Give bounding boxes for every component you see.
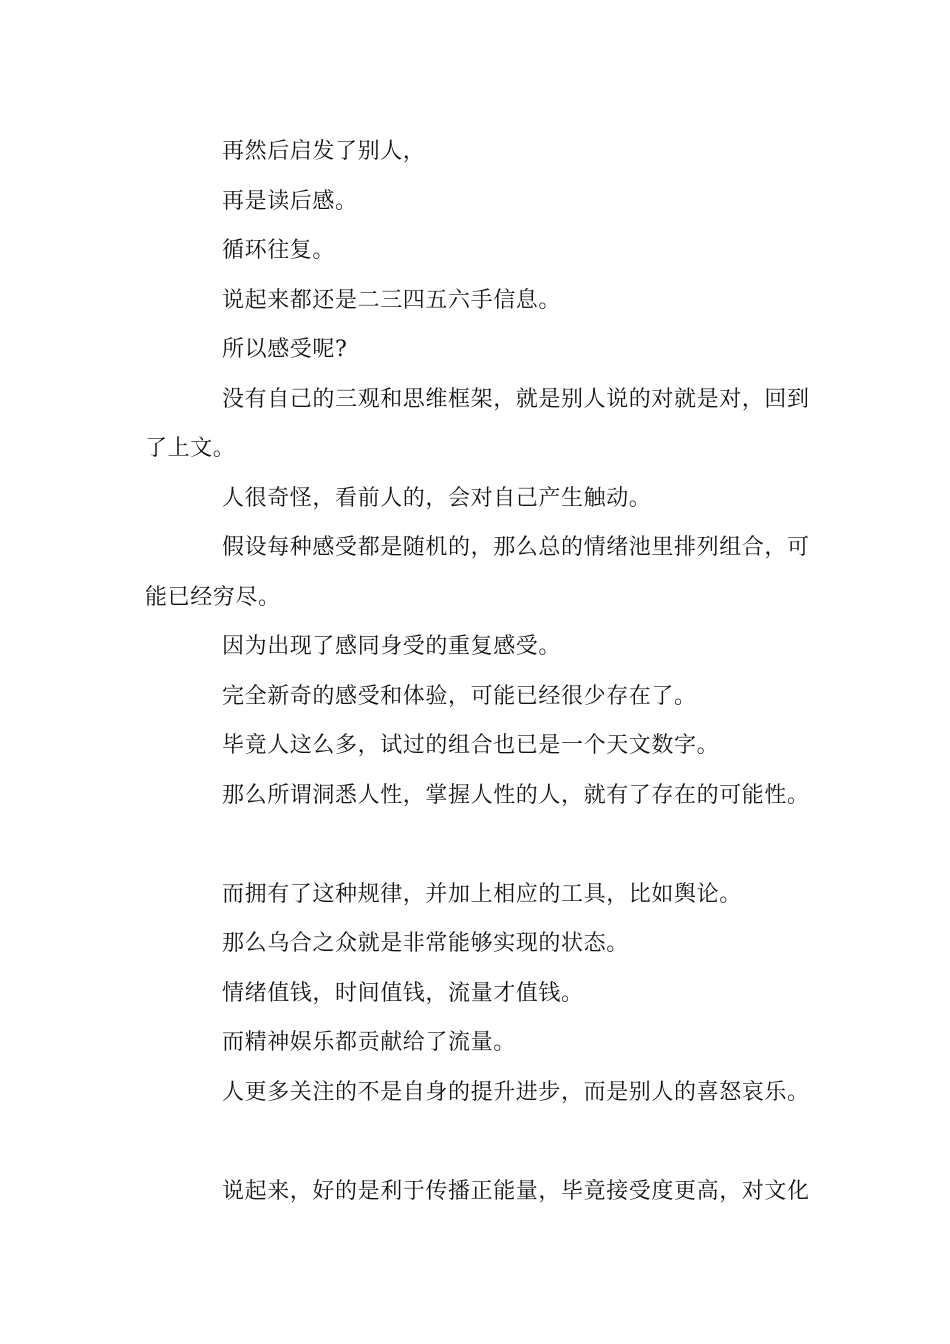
paragraph: 人更多关注的不是自身的提升进步，而是别人的喜怒哀乐。 xyxy=(222,1079,810,1105)
paragraph: 情绪值钱，时间值钱，流量才值钱。 xyxy=(222,980,584,1006)
paragraph: 循环往复。 xyxy=(222,238,336,263)
paragraph: 所以感受呢? xyxy=(222,337,348,362)
paragraph: 说起来都还是二三四五六手信息。 xyxy=(222,287,562,313)
paragraph: 那么所谓洞悉人性，掌握人性的人，就有了存在的可能性。 xyxy=(222,782,810,808)
document-body xyxy=(145,127,810,1216)
paragraph-spacer xyxy=(145,1117,810,1167)
paragraph: 那么乌合之众就是非常能够实现的状态。 xyxy=(222,931,629,956)
paragraph: 因为出现了感同身受的重复感受。 xyxy=(222,634,562,659)
paragraph: 人很奇怪，看前人的，会对自己产生触动。 xyxy=(222,485,652,511)
paragraph: 假设每种感受都是随机的，那么总的情绪池里排列组合，可能已经穷尽。 xyxy=(145,535,810,610)
paragraph: 再是读后感。 xyxy=(222,188,358,214)
paragraph: 而拥有了这种规律，并加上相应的工具，比如舆论。 xyxy=(222,881,742,907)
paragraph-spacer xyxy=(145,820,810,870)
paragraph: 完全新奇的感受和体验，可能已经很少存在了。 xyxy=(222,683,697,709)
paragraph: 而精神娱乐都贡献给了流量。 xyxy=(222,1030,516,1055)
paragraph: 毕竟人这么多，试过的组合也已是一个天文数字。 xyxy=(222,733,720,758)
paragraph: 没有自己的三观和思维框架，就是别人说的对就是对，回到了上文。 xyxy=(145,386,810,461)
paragraph: 说起来，好的是利于传播正能量，毕竟接受度更高，对文化 xyxy=(222,1178,810,1204)
paragraph: 再然后启发了别人， xyxy=(222,139,426,164)
